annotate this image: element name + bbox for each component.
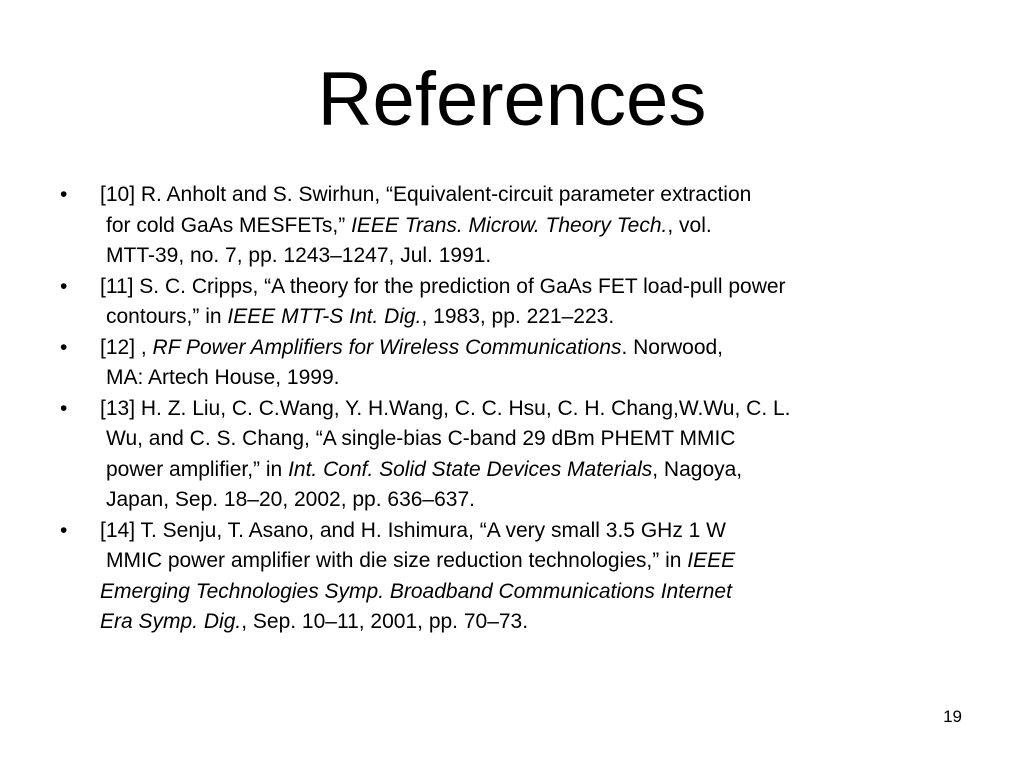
reference-text: , vol. — [667, 213, 712, 237]
reference-text: , 1983, pp. 221–223. — [421, 305, 615, 328]
reference-italic-text: Emerging Technologies Symp. Broadband Communications Internet — [100, 579, 732, 603]
bullet-icon: • — [60, 183, 68, 206]
reference-line-first — [0, 516, 1024, 547]
bullet-icon: • — [60, 335, 68, 359]
reference-italic-text: RF Power Amplifiers for Wireless Communications — [152, 335, 622, 359]
reference-item — [0, 394, 1024, 516]
reference-text: power amplifier,” in — [106, 457, 289, 481]
reference-item — [0, 180, 1024, 272]
bullet-icon: • — [60, 274, 68, 298]
reference-text: [10] R. Anholt and S. Swirhun, “Equivalent-circuit parameter extraction — [100, 183, 752, 206]
reference-text: . Norwood, — [621, 335, 724, 359]
reference-text: [11] S. C. Cripps, “A theory for the prediction of GaAs FET load-pull power — [100, 274, 786, 298]
reference-item — [0, 272, 1024, 333]
reference-text: contours,” in — [106, 305, 228, 328]
reference-line — [0, 546, 1024, 577]
reference-text: for cold GaAs MESFETs,” — [106, 213, 352, 237]
reference-text: Wu, and C. S. Chang, “A single-bias C-band 29 dBm PHEMT MMIC — [106, 427, 736, 450]
reference-text: MMIC power amplifier with die size reduction technologies,” in — [106, 549, 688, 572]
reference-text: Japan, Sep. 18–20, 2002, pp. 636–637. — [106, 488, 475, 511]
reference-italic-text: IEEE — [687, 549, 736, 572]
reference-text: [13] H. Z. Liu, C. C.Wang, Y. H.Wang, C. C. Hsu, C. H. Chang,W.Wu, C. L. — [100, 396, 791, 420]
reference-line — [0, 485, 1024, 516]
reference-line — [0, 302, 1024, 333]
reference-text: [12] , — [100, 335, 153, 359]
reference-line-first — [0, 180, 1024, 211]
reference-italic-text: IEEE MTT-S Int. Dig. — [227, 305, 422, 328]
reference-line — [0, 241, 1024, 272]
reference-line-first — [0, 333, 1024, 364]
reference-line — [0, 577, 1024, 608]
slide-title: References — [317, 57, 707, 142]
reference-item — [0, 516, 1024, 638]
bullet-icon: • — [60, 518, 68, 542]
reference-text: [14] T. Senju, T. Asano, and H. Ishimura, “A very small 3.5 GHz 1 W — [100, 518, 726, 542]
reference-line-first — [0, 394, 1024, 425]
bullet-icon: • — [60, 396, 68, 420]
reference-item — [0, 333, 1024, 394]
reference-line — [0, 363, 1024, 394]
reference-line — [0, 607, 1024, 638]
reference-text: , Nagoya, — [652, 457, 743, 481]
reference-italic-text: IEEE Trans. Microw. Theory Tech. — [351, 213, 668, 237]
reference-line — [0, 424, 1024, 455]
reference-text: MTT-39, no. 7, pp. 1243–1247, Jul. 1991. — [106, 244, 492, 267]
page-number: 19 — [943, 707, 962, 726]
reference-line-first — [0, 272, 1024, 303]
reference-text: , Sep. 10–11, 2001, pp. 70–73. — [241, 610, 529, 633]
reference-text: MA: Artech House, 1999. — [106, 366, 340, 389]
reference-line — [0, 211, 1024, 242]
reference-italic-text: Era Symp. Dig. — [100, 610, 242, 633]
reference-italic-text: Int. Conf. Solid State Devices Materials — [288, 457, 653, 481]
reference-line — [0, 455, 1024, 486]
reference-list — [0, 180, 1024, 638]
